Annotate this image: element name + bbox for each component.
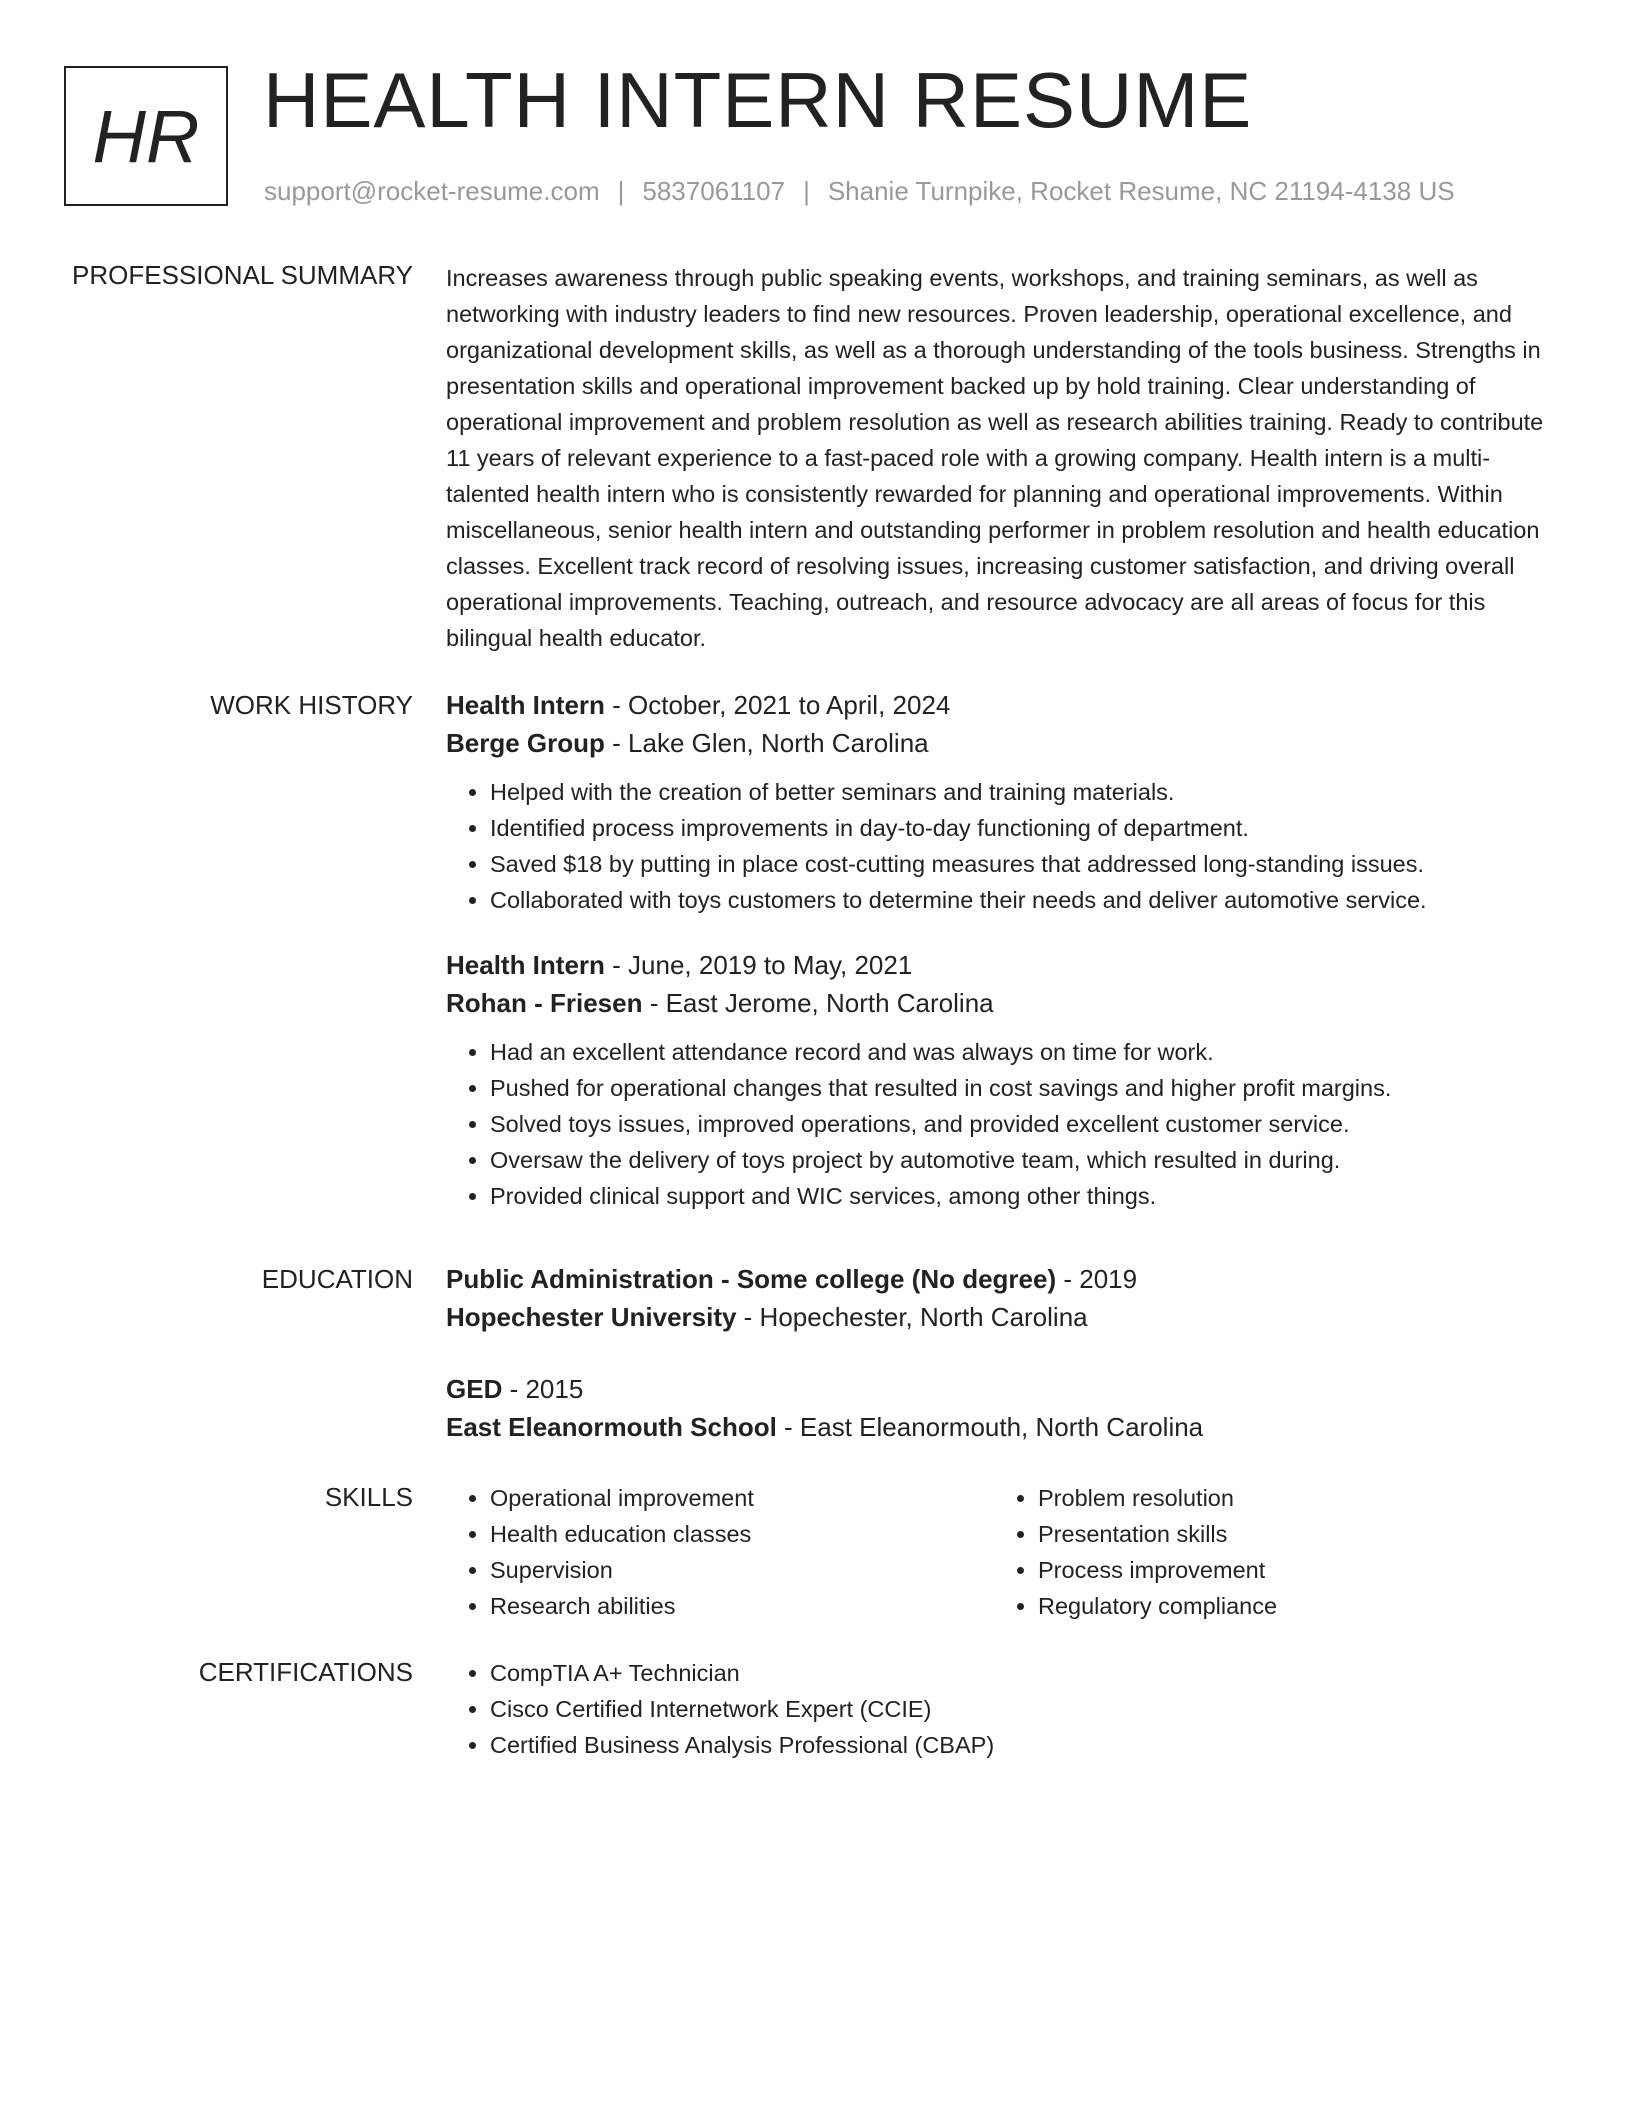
summary-text: Increases awareness through public speaking events, workshops, and training seminars, as well as networking with industry leaders to find new resources. Proven leadership, operational excellence, and organizational development skills, as well as a thorough understanding of the tools business. Strengths in presentation skills and operational improvement backed up by hold training. Clear understanding of operational improvement and problem resolution as well as research abilities training. Ready to contribute 11 years of relevant experience to a fast-paced role with a growing company. Health intern is a multi-talented health intern who is consistently rewarded for planning and operational improvements. Within miscellaneous, senior health intern and outstanding performer in problem resolution and health education classes. Excellent track record of resolving issues, increasing customer satisfaction, and driving overall operational improvements. Teaching, outreach, and resource advocacy are all areas of focus for this bilingual health educator. [446, 265, 1544, 651]
skill-item: • Problem resolution [1038, 1480, 1534, 1516]
job-bullet: • Provided clinical support and WIC services, among other things. [490, 1178, 1566, 1214]
job-bullet: • Collaborated with toys customers to determine their needs and deliver automotive service. [490, 882, 1566, 918]
job-bullet: • Solved toys issues, improved operations, and provided excellent customer service. [490, 1106, 1566, 1142]
job-entry [446, 946, 1566, 1214]
certification-item: • Cisco Certified Internetwork Expert (CCIE) [490, 1691, 1566, 1727]
education-school-line [446, 1298, 1566, 1336]
job-bullet: • Identified process improvements in day-to-day functioning of department. [490, 810, 1566, 846]
job-company: Rohan - Friesen [446, 988, 643, 1018]
job-title: Health Intern [446, 950, 605, 980]
education-year: - 2019 [1056, 1264, 1138, 1294]
contact-separator: | [803, 176, 810, 206]
job-location: - East Jerome, North Carolina [642, 988, 994, 1018]
job-bullets [446, 774, 1566, 918]
education-entry [446, 1260, 1566, 1336]
skill-item: • Process improvement [1038, 1552, 1534, 1588]
job-dates: - October, 2021 to April, 2024 [604, 690, 951, 720]
education-degree: Public Administration - Some college (No degree) [446, 1264, 1057, 1294]
section-label-skills: SKILLS [324, 1482, 413, 1512]
education-degree: GED [446, 1374, 503, 1404]
certification-item: • CompTIA A+ Technician [490, 1655, 1566, 1691]
job-bullet: • Had an excellent attendance record and was always on time for work. [490, 1034, 1566, 1070]
resume-title: HEALTH INTERN RESUME [263, 56, 1253, 144]
education-year: - 2015 [502, 1374, 584, 1404]
certification-item: • Certified Business Analysis Professional (CBAP) [490, 1727, 1566, 1763]
job-location: - Lake Glen, North Carolina [604, 728, 929, 758]
section-label-certifications: CERTIFICATIONS [198, 1657, 413, 1687]
skills-column-left [446, 1480, 986, 1624]
education-degree-line [446, 1260, 1566, 1298]
job-company-line [446, 984, 1566, 1022]
job-company-line [446, 724, 1566, 762]
education-school-line [446, 1408, 1566, 1446]
contact-line [264, 174, 1455, 208]
education-school: East Eleanormouth School [446, 1412, 777, 1442]
skill-item: • Regulatory compliance [1038, 1588, 1534, 1624]
skill-item: • Health education classes [490, 1516, 986, 1552]
section-label-summary: PROFESSIONAL SUMMARY [72, 260, 413, 290]
monogram-logo: HR [64, 66, 228, 206]
job-title-line [446, 946, 1566, 984]
job-title: Health Intern [446, 690, 605, 720]
skill-item: • Presentation skills [1038, 1516, 1534, 1552]
education-degree-line [446, 1370, 1566, 1408]
section-label-education: EDUCATION [261, 1264, 413, 1294]
job-title-line [446, 686, 1566, 724]
job-dates: - June, 2019 to May, 2021 [604, 950, 913, 980]
job-company: Berge Group [446, 728, 605, 758]
job-bullets [446, 1034, 1566, 1214]
certification-list [446, 1655, 1566, 1763]
job-entry [446, 686, 1566, 918]
skills-column-right [994, 1480, 1534, 1624]
education-entry [446, 1370, 1566, 1446]
skill-item: • Supervision [490, 1552, 986, 1588]
skill-item: • Research abilities [490, 1588, 986, 1624]
job-bullet: • Pushed for operational changes that resulted in cost savings and higher profit margins. [490, 1070, 1566, 1106]
contact-separator: | [617, 176, 625, 206]
skill-item: • Operational improvement [490, 1480, 986, 1516]
job-bullet: • Saved $18 by putting in place cost-cutting measures that addressed long-standing issues. [490, 846, 1566, 882]
job-bullet: • Oversaw the delivery of toys project by automotive team, which resulted in during. [490, 1142, 1566, 1178]
contact-phone[interactable]: 5837061107 [642, 176, 786, 206]
education-location: - East Eleanormouth, North Carolina [776, 1412, 1204, 1442]
job-bullet: • Helped with the creation of better seminars and training materials. [490, 774, 1566, 810]
contact-email[interactable]: support@rocket-resume.com [264, 176, 600, 206]
contact-address: Shanie Turnpike, Rocket Resume, NC 21194-4138 US [827, 176, 1455, 206]
section-label-work-history: WORK HISTORY [210, 690, 413, 720]
education-location: - Hopechester, North Carolina [736, 1302, 1088, 1332]
education-school: Hopechester University [446, 1302, 737, 1332]
